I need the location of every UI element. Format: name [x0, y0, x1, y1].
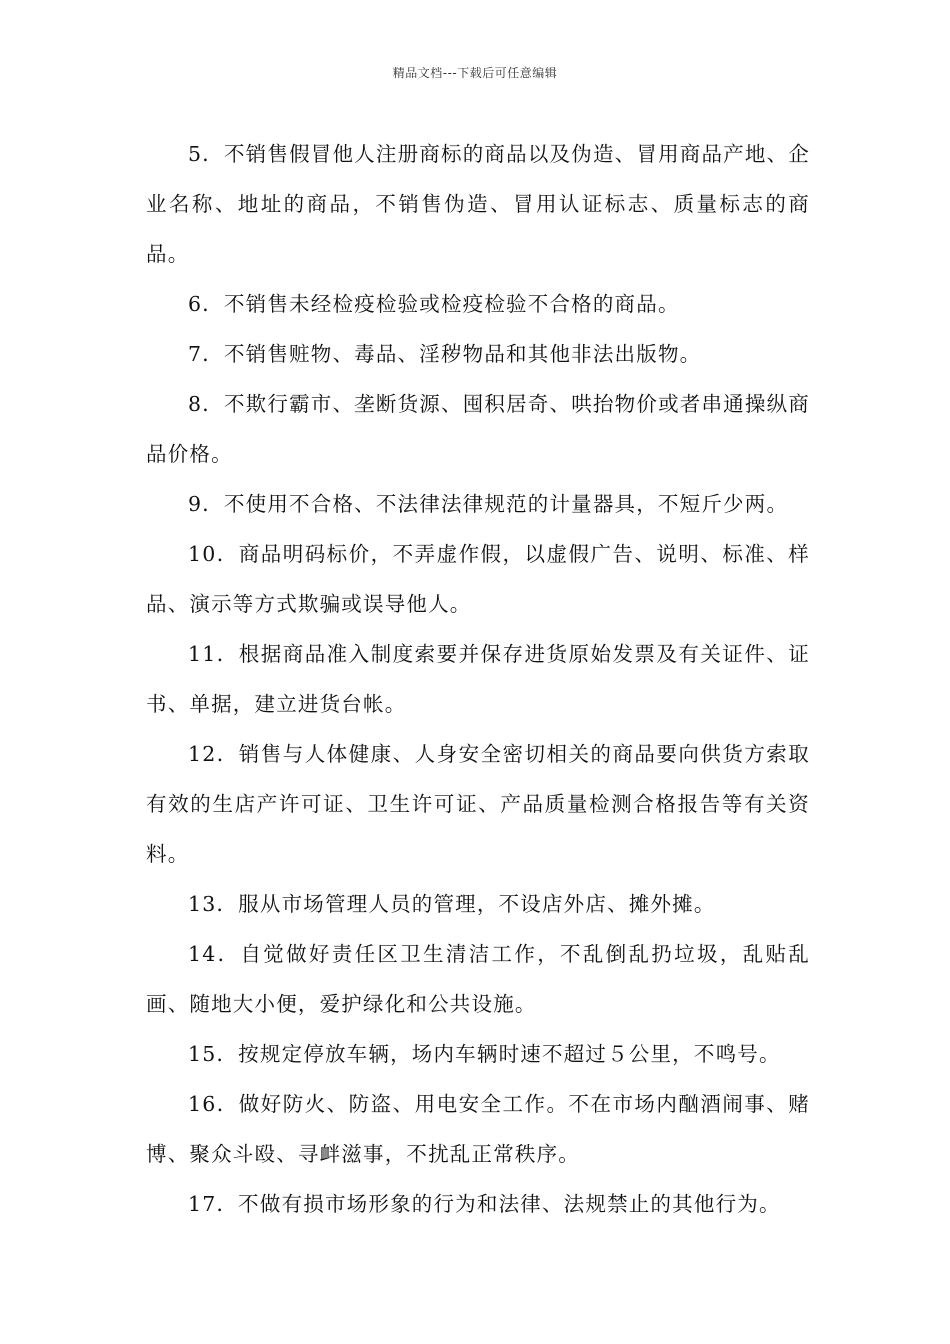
rule-paragraph-13: 13．服从市场管理人员的管理，不设店外店、摊外摊。 — [188, 892, 716, 916]
rule-paragraph-9: 9．不使用不合格、不法律法律规范的计量器具，不短斤少两。 — [188, 492, 789, 516]
rule-paragraph-16: 16．做好防火、防盗、用电安全工作。不在市场内酗酒闹事、赌博、聚众斗殴、寻衅滋事，不扰乱正常秩序。 — [146, 1092, 810, 1166]
rule-paragraph-17: 17．不做有损市场形象的行为和法律、法规禁止的其他行为。 — [188, 1192, 781, 1216]
rule-paragraph-12: 12．销售与人体健康、人身安全密切相关的商品要向供货方索取有效的生店产许可证、卫生许可证、产品质量检测合格报告等有关资料。 — [146, 742, 810, 866]
document-body — [146, 129, 810, 1229]
rule-paragraph-15: 15．按规定停放车辆，场内车辆时速不超过５公里，不鸣号。 — [188, 1042, 781, 1066]
rule-paragraph-8: 8．不欺行霸市、垄断货源、囤积居奇、哄抬物价或者串通操纵商品价格。 — [146, 392, 810, 466]
rule-paragraph-7: 7．不销售赃物、毒品、淫秽物品和其他非法出版物。 — [188, 342, 702, 366]
rule-paragraph-10: 10．商品明码标价，不弄虚作假，以虚假广告、说明、标准、样品、演示等方式欺骗或误导他人。 — [146, 542, 810, 616]
rule-paragraph-5: 5．不销售假冒他人注册商标的商品以及伪造、冒用商品产地、企业名称、地址的商品，不销售伪造、冒用认证标志、质量标志的商品。 — [146, 142, 810, 266]
rule-paragraph-6: 6．不销售未经检疫检验或检疫检验不合格的商品。 — [188, 292, 680, 316]
rule-paragraph-11: 11．根据商品准入制度索要并保存进货原始发票及有关证件、证书、单据，建立进货台帐。 — [146, 642, 810, 716]
rule-paragraph-14: 14．自觉做好责任区卫生清洁工作，不乱倒乱扔垃圾，乱贴乱画、随地大小便，爱护绿化和公共设施。 — [146, 942, 810, 1016]
page-header: 精品文档---下载后可任意编辑 — [392, 66, 558, 80]
